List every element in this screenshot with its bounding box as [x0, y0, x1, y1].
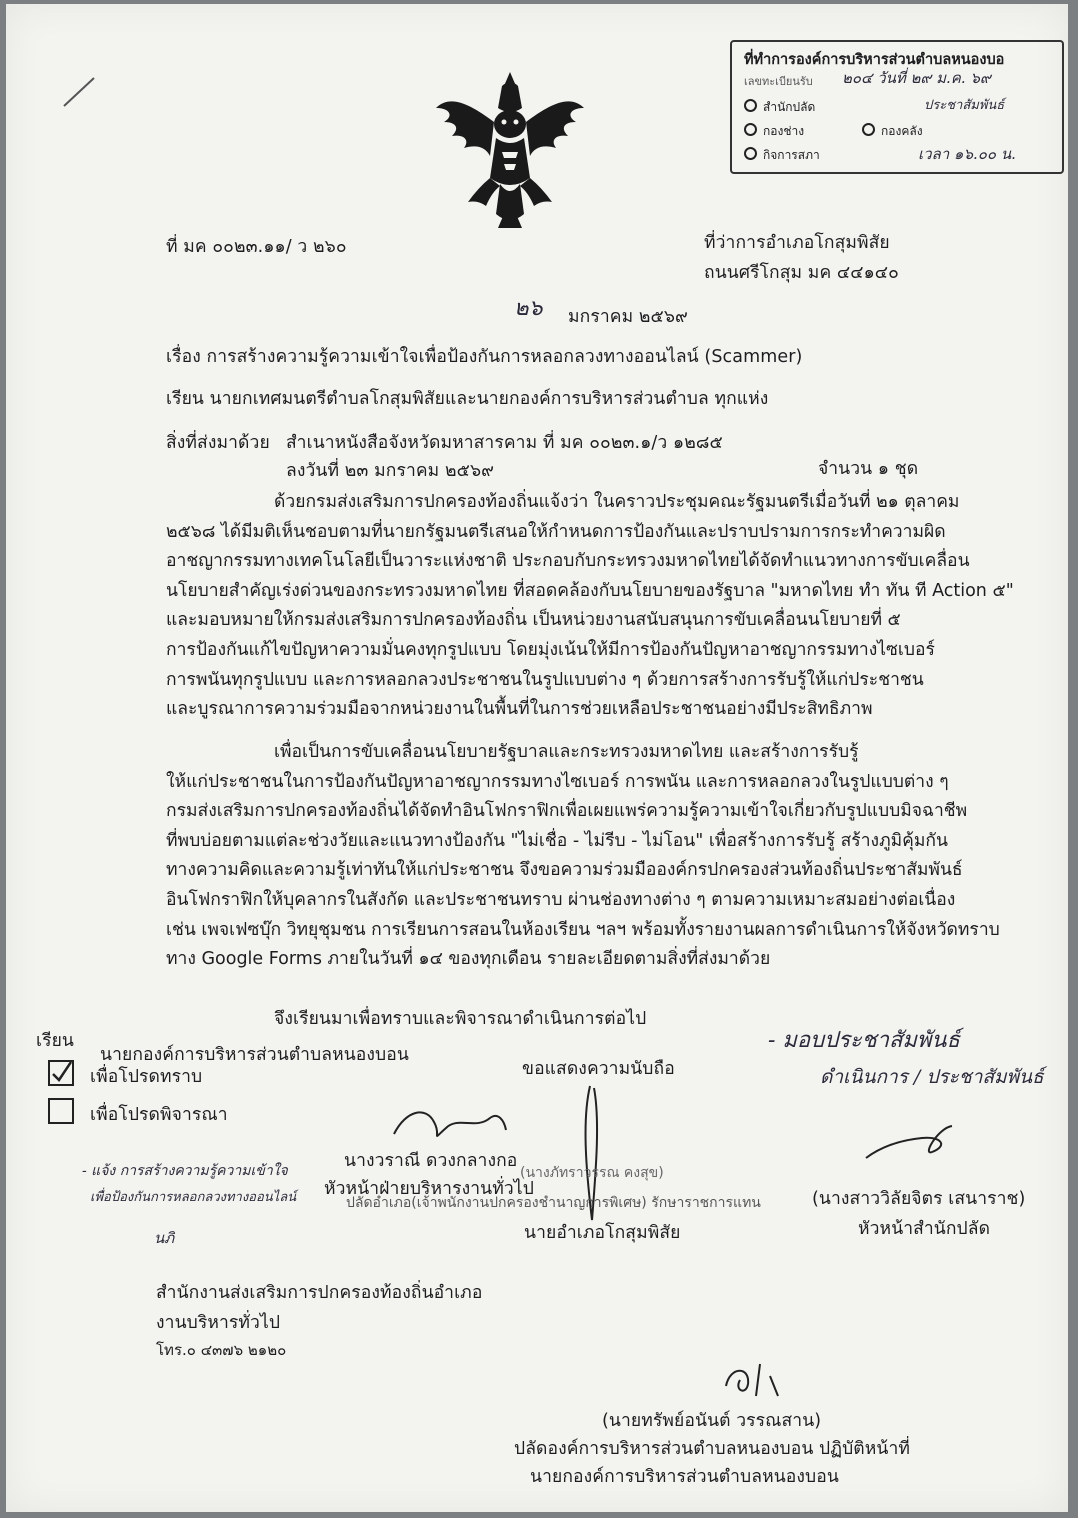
handwritten-note-1: - มอบประชาสัมพันธ์: [768, 1028, 960, 1053]
paragraph-line: นโยบายสำคัญเร่งด่วนของกระทรวงมหาดไทย ที่สอดคล้องกับนโยบายของรัฐบาล "มหาดไทย ทำ ทัน ที Action ๕": [166, 580, 1014, 601]
paragraph-line: อาชญากรรมทางเทคโนโลยีเป็นวาระแห่งชาติ ประกอบกับกระทรวงมหาดไทยได้จัดทำแนวทางการขับเคลื่อน: [166, 551, 970, 572]
checkbox-inform: [48, 1060, 74, 1086]
enclosure-line1: สำเนาหนังสือจังหวัดมหาสารคาม ที่ มค ๐๐๒๓.๑/ว ๑๒๘๕: [286, 433, 723, 453]
radio-circle-icon: [744, 147, 757, 160]
paragraph-line: การพนันทุกรูปแบบ และการหลอกลวงประชาชนในรูปแบบต่าง ๆ ด้วยการสร้างการรับรู้ให้แก่ประชาชน: [166, 669, 924, 690]
radio-circle-icon: [744, 123, 757, 136]
enclosure-label: สิ่งที่ส่งมาด้วย: [166, 433, 270, 453]
footer-department: งานบริหารทั่วไป: [156, 1313, 281, 1333]
paragraph-line: การป้องกันแก้ไขปัญหาความมั่นคงทุกรูปแบบ โดยมุ่งเน้นให้มีการป้องกันปัญหาอาชญากรรมทางไซเบอร์: [166, 639, 935, 660]
paragraph-line: อินโฟกราฟิกให้บุคลากรในสังกัด และประชาชนทราบ ผ่านช่องทางต่าง ๆ ตามความเหมาะสมอย่างต่อเนื่อง: [166, 889, 956, 910]
signer-1-name: นางวราณี ดวงกลางกอ: [344, 1151, 518, 1171]
subject-line: เรื่อง การสร้างความรู้ความเข้าใจเพื่อป้องกันการหลอกลวงทางออนไลน์ (Scammer): [166, 347, 803, 367]
stamp-opt-finance: [862, 122, 923, 141]
signature-3-mark: [862, 1118, 962, 1168]
office-name: ที่ว่าการอำเภอโกสุมพิสัย: [704, 233, 890, 253]
document-number: ที่ มค ๐๐๒๓.๑๑/ ว ๒๖๐: [166, 237, 347, 257]
paragraph-line: กรมส่งเสริมการปกครองท้องถิ่นได้จัดทำอินโฟกราฟิกเพื่อเผยแพร่ความรู้ความเข้าใจเกี่ยวกับรูปแบบมิจฉาชีพ: [166, 801, 968, 822]
enclosure-line2: ลงวันที่ ๒๓ มกราคม ๒๕๖๙: [286, 461, 495, 481]
signer-3-name: (นางสาววิลัยจิตร เสนาราช): [812, 1189, 1026, 1209]
signer-4-name: (นายทรัพย์อนันต์ วรรณสาน): [602, 1411, 822, 1431]
handwritten-note-2: ดำเนินการ / ประชาสัมพันธ์: [820, 1066, 1044, 1088]
punch-mark: [60, 72, 100, 112]
paragraph-line: และบูรณาการความร่วมมือจากหน่วยงานในพื้นที่ในการช่วยเหลือประชาชนอย่างมีประสิทธิภาพ: [166, 699, 873, 720]
radio-circle-icon: [744, 99, 757, 112]
body-paragraph-2: [166, 738, 1000, 975]
stamp-opt-finance-label: กองคลัง: [881, 124, 923, 138]
signer-2-name: (นางภัทราวรรณ คงสุข): [520, 1165, 664, 1181]
stamp-opt-office-note: ประชาสัมพันธ์: [924, 98, 1005, 113]
routing-to-label: เรียน: [36, 1031, 74, 1051]
paragraph-line: ๒๕๖๘ ได้มีมติเห็นชอบตามที่นายกรัฐมนตรีเสนอให้กำหนดการป้องกันและปราบปรามการกระทำความผิด: [166, 521, 946, 542]
paragraph-line: เช่น เพจเฟซบุ๊ก วิทยุชุมชน การเรียนการสอนในห้องเรียน ฯลฯ พร้อมทั้งรายงานผลการดำเนินการให้จังหวัดทราบ: [166, 919, 1000, 940]
checkbox-consider: [48, 1098, 74, 1124]
routing-note-2: เพื่อป้องกันการหลอกลวงทางออนไลน์: [90, 1190, 297, 1205]
stamp-opt-office: [744, 98, 815, 117]
document-page: [6, 4, 1068, 1512]
stamp-opt-engineering-label: กองช่าง: [763, 124, 805, 138]
recipient-line: เรียน นายกเทศมนตรีตำบลโกสุมพิสัยและนายกองค์การบริหารส่วนตำบล ทุกแห่ง: [166, 389, 769, 409]
stamp-opt-council-label: กิจการสภา: [763, 148, 820, 162]
signer-4-position-2: นายกองค์การบริหารส่วนตำบลหนองบอน: [530, 1467, 839, 1487]
enclosure-quantity: จำนวน ๑ ชุด: [818, 459, 919, 479]
receiving-stamp: [730, 40, 1064, 174]
paragraph-line: และมอบหมายให้กรมส่งเสริมการปกครองท้องถิ่น เป็นหน่วยงานสนับสนุนการขับเคลื่อนนโยบายที่ ๕: [166, 610, 901, 631]
routing-to-name: นายกองค์การบริหารส่วนตำบลหนองบอน: [100, 1045, 409, 1065]
routing-option-inform: เพื่อโปรดทราบ: [90, 1067, 203, 1087]
routing-note-1: - แจ้ง การสร้างความรู้ความเข้าใจ: [82, 1163, 288, 1179]
body-paragraph-1: [166, 488, 1014, 725]
routing-option-consider: เพื่อโปรดพิจารณา: [90, 1105, 228, 1125]
stamp-opt-engineering: [744, 122, 804, 141]
radio-circle-icon: [862, 123, 875, 136]
paragraph-line: เพื่อเป็นการขับเคลื่อนนโยบายรัฐบาลและกระทรวงมหาดไทย และสร้างการรับรู้: [274, 742, 859, 762]
paragraph-line: ทางความคิดและความรู้เท่าทันให้แก่ประชาชน จึงขอความร่วมมือองค์กรปกครองส่วนท้องถิ่นประชาสัมพันธ์: [166, 860, 963, 881]
stamp-reg-value: ๒๐๔ วันที่ ๒๙ ม.ค. ๖๙: [842, 69, 991, 87]
garuda-emblem-icon: [430, 64, 590, 232]
stamp-opt-office-label: สำนักปลัด: [763, 100, 816, 114]
signer-4-position-1: ปลัดองค์การบริหารส่วนตำบลหนองบอน ปฏิบัติหน้าที่: [514, 1439, 911, 1459]
signer-3-position: หัวหน้าสำนักปลัด: [858, 1219, 991, 1239]
stamp-reg-label: เลขทะเบียนรับ: [744, 75, 813, 88]
stamp-title: ที่ทำการองค์การบริหารส่วนตำบลหนองบอ: [744, 52, 1005, 68]
paragraph-line: ด้วยกรมส่งเสริมการปกครองท้องถิ่นแจ้งว่า ในคราวประชุมคณะรัฐมนตรีเมื่อวันที่ ๒๑ ตุลาคม: [274, 492, 960, 512]
paragraph-line: ที่พบบ่อยตามแต่ละช่วงวัยและแนวทางป้องกัน "ไม่เชื่อ - ไม่รีบ - ไม่โอน" เพื่อสร้างการรับรู้ สร้างภูมิคุ้มกัน: [166, 830, 948, 851]
signer-1-position: หัวหน้าฝ่ายบริหารงานทั่วไป: [324, 1179, 534, 1199]
signer-2-position-1: ปลัดอำเภอ(เจ้าพนักงานปกครองชำนาญการพิเศษ) รักษาราชการแทน: [346, 1195, 761, 1211]
footer-telephone: โทร.๐ ๔๓๗๖ ๒๑๒๐: [156, 1341, 287, 1359]
footer-office: สำนักงานส่งเสริมการปกครองท้องถิ่นอำเภอ: [156, 1283, 483, 1303]
stamp-opt-council: [744, 146, 820, 165]
document-day: ๒๖: [514, 296, 543, 321]
signer-2-position-2: นายอำเภอโกสุมพิสัย: [524, 1223, 681, 1243]
stamp-time-note: เวลา ๑๖.๐๐ น.: [918, 145, 1016, 163]
office-address: ถนนศรีโกสุม มค ๔๔๑๔๐: [704, 263, 899, 283]
paragraph-line: ทาง Google Forms ภายในวันที่ ๑๔ ของทุกเดือน รายละเอียดตามสิ่งที่ส่งมาด้วย: [166, 949, 771, 970]
document-date: มกราคม ๒๕๖๙: [568, 307, 688, 327]
checkmark-icon: [50, 1062, 72, 1084]
paragraph-line: ให้แก่ประชาชนในการป้องกันปัญหาอาชญากรรมทางไซเบอร์ การพนัน และการหลอกลวงในรูปแบบต่าง ๆ: [166, 771, 949, 792]
signature-1-mark: [386, 1100, 516, 1150]
signature-4-mark: [720, 1356, 800, 1406]
routing-note-signature: นภิ: [154, 1229, 175, 1247]
closing-line: จึงเรียนมาเพื่อทราบและพิจารณาดำเนินการต่อไป: [274, 1009, 647, 1029]
regards-line: ขอแสดงความนับถือ: [522, 1059, 675, 1079]
